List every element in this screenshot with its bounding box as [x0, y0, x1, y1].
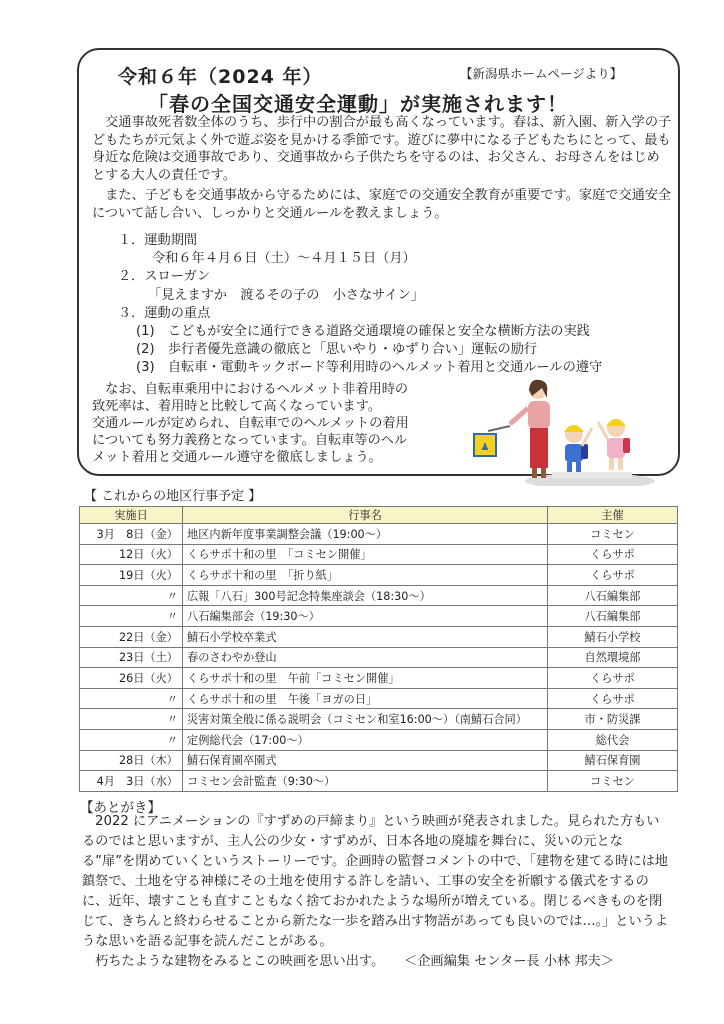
afterword-body: 2022 にアニメーションの『すずめの戸締まり』という映画が発表されました。見られた方もいるのではと思いますが、主人公の少女・すずめが、日本各地の廃墟を舞台に、災いの元となる”扉”を閉めていくというストーリーです。企画時の監督コメントの中で、「建物を建てる時には地鎮祭で、土地を守る神様にその土地を使用する許しを請い、工事の安全を祈願する儀式をするのに、近年、壊すことも直すこともなく捨ておかれたような場所が増えている。閉じるべきものを閉じて、きちんと終わらせることから新たな一歩を踏み出す物語があっても良いのでは…。」というような思いを語る記事を読んだことがある。 [82, 814, 669, 949]
event-name: くらサポ十和の里 午前「コミセン開催」 [183, 668, 548, 689]
schedule-table [79, 506, 678, 792]
table-row [80, 626, 678, 647]
event-name: 広報「八石」300号記念特集座談会（18:30～） [183, 585, 548, 606]
table-row [80, 709, 678, 730]
table-row [80, 729, 678, 750]
focus-item-2: (2) 歩行者優先意識の徹底と「思いやり・ゆずり合い」運転の励行 [136, 342, 538, 357]
event-organizer: 八石編集部 [548, 606, 678, 627]
event-date: 〃 [80, 709, 183, 730]
crossing-guard-illustration [470, 376, 660, 486]
event-name: くらサポ十和の里 午後「ヨガの日」 [183, 688, 548, 709]
event-date: 〃 [80, 729, 183, 750]
event-date: 〃 [80, 688, 183, 709]
event-date: 4月 3日（水） [80, 771, 183, 792]
event-organizer: 八石編集部 [548, 585, 678, 606]
schedule-heading: 【 これからの地区行事予定 】 [84, 489, 262, 504]
header-event: 行事名 [183, 507, 548, 524]
table-row [80, 771, 678, 792]
event-organizer: くらサポ [548, 668, 678, 689]
helmet-note-line-1: なお、自転車乗用中におけるヘルメット非着用時の [92, 382, 409, 397]
focus-item-1: (1) こどもが安全に通行できる道路交通環境の確保と安全な横断方法の実践 [136, 324, 590, 339]
event-name: 鯖石小学校卒業式 [183, 626, 548, 647]
event-organizer: くらサポ [548, 688, 678, 709]
event-name: 春のさわやか登山 [183, 647, 548, 668]
event-date: 3月 8日（金） [80, 524, 183, 545]
table-row [80, 585, 678, 606]
event-organizer: 市・防災課 [548, 709, 678, 730]
event-name: 鯖石保育園卒園式 [183, 750, 548, 771]
event-name: 災害対策全般に係る説明会（コミセン和室16:00～）（南鯖石合同） [183, 709, 548, 730]
event-organizer: くらサポ [548, 565, 678, 586]
event-date: 〃 [80, 606, 183, 627]
event-organizer: 自然環境部 [548, 647, 678, 668]
event-date: 23日（土） [80, 647, 183, 668]
helmet-note-line-5: メット着用と交通ルール遵守を徹底しましょう。 [92, 450, 382, 465]
table-row [80, 688, 678, 709]
event-date: 12日（火） [80, 544, 183, 565]
period-heading: １．運動期間 [118, 233, 198, 248]
event-name: くらサポ十和の里 「コミセン開催」 [183, 544, 548, 565]
table-row [80, 544, 678, 565]
header-organizer: 主催 [548, 507, 678, 524]
table-row [80, 750, 678, 771]
table-row [80, 565, 678, 586]
afterword-text [82, 812, 672, 972]
event-name: 定例総代会（17:00～） [183, 729, 548, 750]
source-note: 【新潟県ホームページより】 [460, 66, 623, 81]
helmet-note-line-4: についても努力義務となっています。自転車等のヘル [92, 433, 408, 448]
event-organizer: 鯖石小学校 [548, 626, 678, 647]
event-organizer: くらサポ [548, 544, 678, 565]
slogan-heading: ２．スローガン [118, 269, 211, 284]
focus-heading: ３．運動の重点 [118, 306, 211, 321]
afterword-closing: 朽ちたような建物をみるとこの映画を思い出す。 ＜企画編集 センター長 小林 邦夫＞ [82, 954, 614, 969]
event-organizer: 鯖石保育園 [548, 750, 678, 771]
period-text: 令和６年４月６日（土）～４月１５日（月） [152, 251, 416, 266]
helmet-note-line-3: 交通ルールが定められ、自転車でのヘルメットの着用 [92, 416, 409, 431]
schedule-header-row [80, 507, 678, 524]
event-date: 19日（火） [80, 565, 183, 586]
svg-text:♟: ♟ [480, 442, 490, 453]
event-name: コミセン会計監査（9:30～） [183, 771, 548, 792]
intro-paragraph-2: また、子どもを交通事故から守るためには、家庭での交通安全教育が重要です。家庭で交通安全について話し合い、しっかりと交通ルールを教えましょう。 [92, 188, 672, 221]
event-name: 地区内新年度事業調整会議（19:00～） [183, 524, 548, 545]
event-organizer: コミセン [548, 524, 678, 545]
event-organizer: コミセン [548, 771, 678, 792]
afterword-heading: 【あとがき】 [80, 800, 161, 816]
title-year: 令和６年（2024 年） [118, 66, 323, 88]
event-date: 22日（金） [80, 626, 183, 647]
event-organizer: 総代会 [548, 729, 678, 750]
table-row [80, 606, 678, 627]
slogan-text: 「見えますか 渡るその子の 小さなサイン」 [148, 288, 425, 303]
table-row [80, 668, 678, 689]
event-date: 26日（火） [80, 668, 183, 689]
helmet-note-line-2: 致死率は、着用時と比較して高くなっています。 [92, 399, 382, 414]
table-row [80, 524, 678, 545]
event-date: 〃 [80, 585, 183, 606]
intro-paragraph-1: 交通事故死者数全体のうち、歩行中の割合が最も高くなっています。春は、新入園、新入学の子どもたちが元気よく外で遊ぶ姿を見かける季節です。遊びに夢中になる子どもたちにとって、最も身近な危険は交通事故であり、交通事故から子供たちを守るのは、お父さん、お母さんをはじめとする大人の責任です。 [92, 115, 672, 183]
event-name: くらサポ十和の里 「折り紙」 [183, 565, 548, 586]
event-date: 28日（木） [80, 750, 183, 771]
focus-item-3: (3) 自転車・電動キックボード等利用時のヘルメット着用と交通ルールの遵守 [136, 360, 603, 375]
title-campaign: 「春の全国交通安全運動」が実施されます！ [148, 92, 568, 116]
header-date: 実施日 [80, 507, 183, 524]
table-row [80, 647, 678, 668]
event-name: 八石編集部会（19:30～） [183, 606, 548, 627]
